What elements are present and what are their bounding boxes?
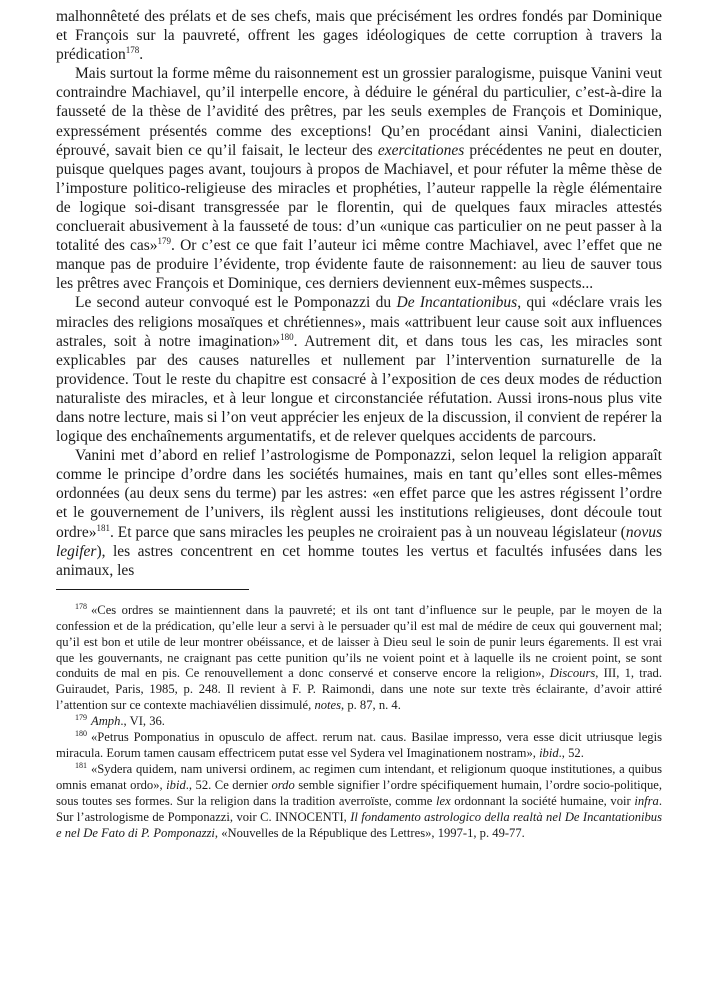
footnote-181 bbox=[56, 762, 662, 842]
text-run: ., VI, 36. bbox=[120, 714, 165, 729]
paragraph bbox=[56, 446, 662, 580]
text-run: . Or c’est ce que fait l’auteur ici même contre Machiavel, avec l’effet que ne manque pas de produire l’évidente, trop évidente faute de raisonnement: au lieu de sauver tous les prêtres avec François et Dominique, ces derniers deviennent eux-mêmes suspects... bbox=[56, 237, 662, 293]
text-run: , p. 87, n. 4. bbox=[341, 698, 401, 713]
italic-text: De Incantationibus bbox=[396, 294, 518, 312]
footnote-ref: 179 bbox=[75, 713, 87, 723]
footnote-178 bbox=[56, 603, 662, 714]
text-run: , III, 1, trad. Guiraudet, Paris, 1985, p. 248. Il revient à F. P. Raimondi, dans une note sur texte très éclairante, d’avoir attiré l’attention sur ce contexte machiavélien dissimulé, bbox=[56, 666, 663, 713]
text-run: . Autrement dit, et dans tous les cas, les miracles sont explicables par des causes naturelles et nullement par l’intervention surnaturelle de la providence. Tout le reste du chapitre est consacré à l’exposition de ces deux modes de réduction naturaliste des miracles, et à leur longue et circonstanciée réfutation. Aussi irons-nous plus vite dans notre lecture, mais si l’on veut apprécier les enjeux de la discussion, il convient de repérer la logique des enchaînements argumentatifs, et de relever quelques accidents de parcours. bbox=[56, 332, 663, 446]
text-run: malhonnêteté des prélats et de ses chefs, mais que précisément les ordres fondés par Dominique et François sur la pauvreté, offrent les gages idéologiques de cette corruption à travers la prédication bbox=[56, 8, 662, 64]
text-run: ., 52. bbox=[558, 745, 584, 760]
italic-text: Discours bbox=[549, 666, 596, 681]
italic-text: lex bbox=[435, 793, 451, 808]
footnote-180 bbox=[56, 730, 662, 762]
italic-text: ibid bbox=[539, 745, 559, 760]
paragraph bbox=[56, 7, 662, 64]
text-run: «Ces ordres se maintiennent dans la pauvreté; et ils ont tant d’influence sur le peuple, par le moyen de la confession et de la prédication, qu’elle leur a servi à le persuader qu’il est mal de médire de ceux qui gouvernent mal; qu’il est bon et utile de leur montrer obéissance, et de laisser à Dieu seul le soin de punir leurs égarements. Il est vrai que les gouvernants, ne craignant pas cette punition qu’ils ne voient point et à laquelle ils ne croient point, se sont conduits de mal en pis. Ce renouvellement a donc conservé et conserve encore la religion», bbox=[56, 602, 662, 681]
footnote-ref: 180 bbox=[75, 729, 87, 739]
text-run: . Sur l’astrologisme de Pomponazzi, voir C. INNOCENTI, bbox=[56, 793, 663, 824]
italic-text: novus legifer bbox=[56, 523, 662, 560]
text-run: «Petrus Pomponatius in opusculo de affect. rerum nat. caus. Basilae impresso, vera esse dicit utriusque legis miracula. Eorum tamen causam effectricem putat esse vel Sydera vel Imaginationem nostram», bbox=[56, 730, 662, 760]
text-run: «Sydera quidem, nam universi ordinem, ac regimen cum intendant, et religionum quoque institutiones, a quibus omnis emanat ordo», bbox=[56, 761, 662, 792]
italic-text: notes bbox=[314, 698, 342, 713]
italic-text: ordo bbox=[271, 777, 295, 792]
italic-text: Il fondamento astrologico della realtà nel De Incantationibus e nel De Fato di P. Pomponazzi bbox=[56, 809, 662, 840]
footnote-179 bbox=[56, 714, 662, 730]
footnotes bbox=[56, 603, 662, 842]
footnote-ref: 181 bbox=[75, 760, 87, 770]
paragraph bbox=[56, 64, 662, 293]
text-run: Vanini met d’abord en relief l’astrologisme de Pomponazzi, selon lequel la religion apparaît comme le principe d’ordre dans les sociétés humaines, mais en tant qu’elles sont elles-mêmes ordonnées (au deux sens du terme) par les astres: «en effet parce que les astres régissent l’ordre et le gouvernement de l’univers, ils règlent aussi les institutions religieuses, dont découle tout ordre» bbox=[56, 447, 662, 541]
italic-text: exercitationes bbox=[377, 141, 465, 159]
text-run: , «Nouvelles de la République des Lettres», 1997-1, p. 49-77. bbox=[214, 825, 525, 840]
footnote-ref: 180 bbox=[280, 331, 294, 342]
footnote-ref: 178 bbox=[125, 45, 140, 56]
italic-text: infra bbox=[634, 793, 659, 808]
text-run: ., 52. Ce dernier bbox=[185, 777, 272, 792]
main-text bbox=[56, 7, 662, 580]
text-run: , qui «déclare vrais les miracles des religions mosaïques et chrétiennes», mais «attribuent leur cause soit aux influences astrales, soit à notre imagination» bbox=[56, 294, 663, 350]
footnote-separator bbox=[56, 589, 249, 590]
text-run: . Et parce que sans miracles les peuples ne croiraient pas à un nouveau législateur ( bbox=[109, 523, 626, 541]
text-run: Mais surtout la forme même du raisonnement est un grossier paralogisme, puisque Vanini veut contraindre Machiavel, qu’il interpelle encore, à déduire le général du particulier, c’est-à-dire la fausseté de la thèse de l’avidité des prêtres, par les seuls exemples de François et Dominique, expressément présentés comme des exceptions! Qu’en procédant ainsi Vanini, dialecticien éprouvé, savait bien ce qu’il faisait, le lecteur des bbox=[56, 65, 662, 159]
footnote-ref: 181 bbox=[96, 522, 110, 533]
italic-text: ibid bbox=[166, 777, 186, 792]
text-run: Le second auteur convoqué est le Pomponazzi du bbox=[75, 294, 397, 312]
text-run: . bbox=[139, 46, 144, 64]
italic-text: Amph bbox=[91, 714, 121, 729]
footnote-ref: 179 bbox=[157, 236, 172, 247]
text-run: ordonnant la société humaine, voir bbox=[450, 793, 635, 808]
text-run: semble signifier l’ordre spécifiquement humain, l’ordre socio-politique, sous toutes ses formes. Sur la religion dans la tradition averroïste, comme bbox=[56, 777, 662, 808]
paragraph bbox=[56, 293, 662, 446]
footnote-ref: 178 bbox=[75, 601, 87, 611]
text-run: ), les astres concentrent en cet homme toutes les vertus et facultés infusées dans les animaux, les bbox=[56, 542, 662, 579]
book-page bbox=[56, 0, 662, 841]
text-run: précédentes ne peut en douter, puisque quelques pages avant, toujours à propos de Machiavel, et pour réfuter la même thèse de l’imposture politico-religieuse des miracles et prophéties, l’auteur rappelle la règle élémentaire de logique soi-disant transgressée par le florentin, qui de quelques faux miracles attestés concluerait abusivement à la fausseté de tous: d’un «unique cas particulier on ne peut passer à la totalité des cas» bbox=[56, 141, 662, 255]
